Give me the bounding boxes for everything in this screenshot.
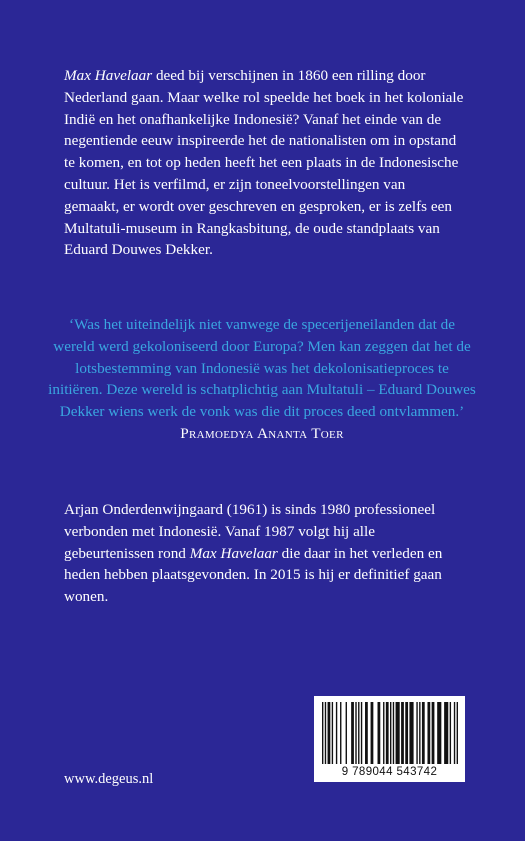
- barcode-bar: [340, 702, 341, 764]
- author-bio: [64, 499, 464, 608]
- barcode-bar: [325, 702, 326, 764]
- barcode-bar: [361, 702, 362, 764]
- barcode-bar: [405, 702, 408, 764]
- barcode-bar: [450, 702, 451, 764]
- barcode-bar: [365, 702, 368, 764]
- barcode-bar: [336, 702, 337, 764]
- isbn-barcode: [314, 696, 465, 782]
- quote-text: ‘Was het uiteindelijk niet vanwege de specerijeneilanden dat de wereld werd gekoloniseerd door Europa? Men kan zeggen dat het de lotsbestemming van Indonesië was het dekolonisatieproces te initiëren. Deze wereld is schatplichtig aan Multatuli – Eduard Douwes Dekker wiens werk de vonk was die dit proces deed ontvlammen.’: [48, 316, 476, 421]
- barcode-bar: [409, 702, 413, 764]
- barcode-bar: [457, 702, 458, 764]
- barcode-bar: [401, 702, 404, 764]
- barcode-bar: [386, 702, 389, 764]
- barcode-bar: [454, 702, 455, 764]
- barcode-bar: [444, 702, 448, 764]
- barcode-bar: [322, 702, 323, 764]
- barcode-bar: [351, 702, 354, 764]
- barcode-bar: [355, 702, 356, 764]
- barcode-bar: [422, 702, 425, 764]
- barcode-bar: [437, 702, 441, 764]
- bio-text-before: Arjan Onderdenwijngaard (1961) is sinds 1980 professioneel verbonden met Indonesië. Vanaf 1987 volgt hij alle gebeurtenissen rond: [64, 501, 436, 562]
- barcode-bar: [393, 702, 394, 764]
- quote-block: [48, 314, 476, 445]
- quote-attribution: Pramoedya Ananta Toer: [180, 424, 344, 442]
- barcode-bar: [378, 702, 381, 764]
- barcode-bar: [416, 702, 417, 764]
- barcode-bar: [328, 702, 331, 764]
- blurb-book-title: Max Havelaar: [64, 67, 153, 84]
- barcode-bar: [432, 702, 435, 764]
- barcode-bar: [371, 702, 374, 764]
- barcode-bar: [396, 702, 400, 764]
- barcode-bars: [322, 702, 458, 764]
- barcode-digits: 9 789044 543742: [341, 766, 438, 778]
- publisher-website: www.degeus.nl: [64, 771, 154, 787]
- blurb-paragraph: [64, 65, 464, 261]
- barcode-bar: [390, 702, 391, 764]
- bio-text-after: die daar in het verleden en heden hebben plaatsgevonden. In 2015 is hij er definitief gaan wonen.: [64, 544, 443, 606]
- barcode-bar: [358, 702, 359, 764]
- barcode-bar: [346, 702, 347, 764]
- blurb-text: deed bij verschijnen in 1860 een rilling door Nederland gaan. Maar welke rol speelde het boek in het koloniale Indië en het onafhankelijke Indonesië? Vanaf het einde van de negentiende eeuw inspireerde het de nationalisten om in opstand te komen, en tot op heden heeft het een plaats in de Indonesische cultuur. Het is verfilmd, er zijn toneelvoorstellingen van gemaakt, er wordt over geschreven en gesproken, er is zelfs een Multatuli-museum in Rangkasbitung, de oude standplaats van Eduard Douwes Dekker.: [64, 67, 464, 259]
- barcode-bar: [332, 702, 333, 764]
- barcode-bar: [383, 702, 384, 764]
- bio-book-title: Max Havelaar: [189, 544, 278, 562]
- barcode-bar: [427, 702, 430, 764]
- barcode-bar: [419, 702, 420, 764]
